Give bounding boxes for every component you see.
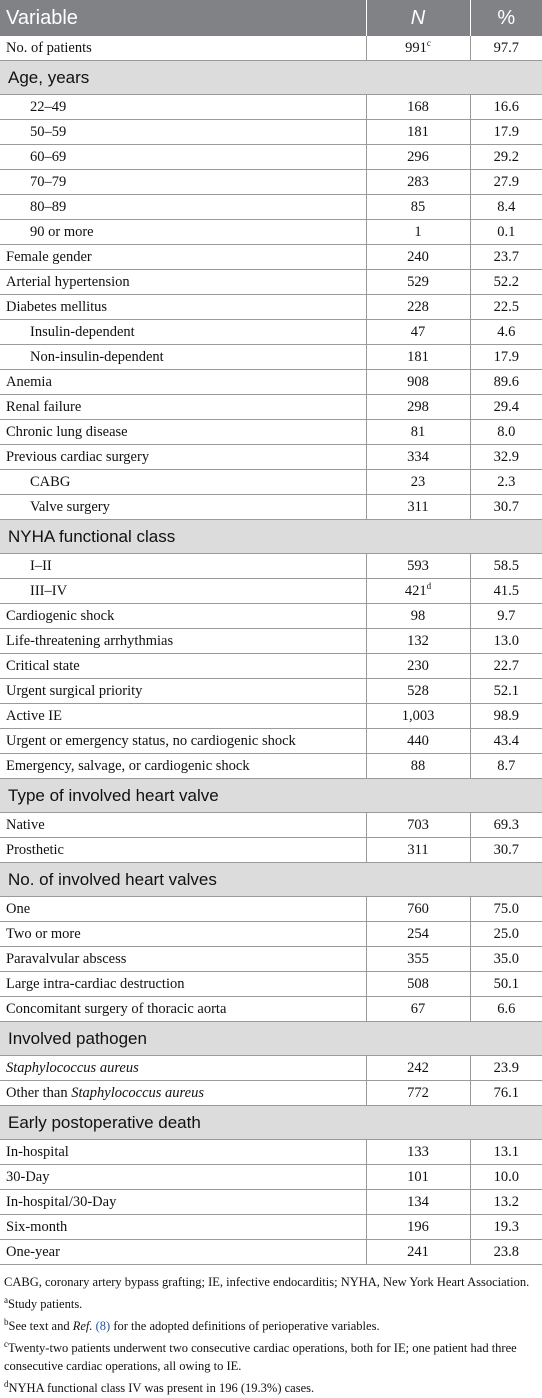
section-header-row bbox=[0, 520, 542, 554]
cell-variable-text: Native bbox=[6, 816, 45, 833]
table-row bbox=[0, 654, 542, 679]
section-title: Type of involved heart valve bbox=[0, 779, 542, 813]
table-row bbox=[0, 1081, 542, 1106]
cell-percent: 2.3 bbox=[470, 470, 542, 495]
table-row bbox=[0, 754, 542, 779]
cell-variable-text: I–II bbox=[30, 557, 52, 574]
cell-percent: 10.0 bbox=[470, 1165, 542, 1190]
cell-n bbox=[366, 95, 470, 120]
cell-variable bbox=[0, 320, 366, 345]
table-row bbox=[0, 897, 542, 922]
cell-n bbox=[366, 470, 470, 495]
cell-variable-text: Urgent or emergency status, no cardiogenic shock bbox=[6, 732, 296, 749]
cell-n-value: 134 bbox=[407, 1193, 429, 1210]
cell-n-value: 181 bbox=[407, 348, 429, 365]
cell-variable bbox=[0, 445, 366, 470]
cell-n bbox=[366, 1140, 470, 1165]
table-row bbox=[0, 420, 542, 445]
cell-percent: 16.6 bbox=[470, 95, 542, 120]
footnote-a-mark: a bbox=[4, 1294, 8, 1305]
cell-variable-text: Chronic lung disease bbox=[6, 423, 128, 440]
table-row bbox=[0, 679, 542, 704]
section-header-row bbox=[0, 863, 542, 897]
cell-n-value: 508 bbox=[407, 975, 429, 992]
cell-n-value: 132 bbox=[407, 632, 429, 649]
cell-percent: 58.5 bbox=[470, 554, 542, 579]
cell-percent: 23.7 bbox=[470, 245, 542, 270]
cell-percent: 4.6 bbox=[470, 320, 542, 345]
cell-variable-text: In-hospital/30-Day bbox=[6, 1193, 117, 1210]
footnote-marker: d bbox=[426, 580, 432, 591]
cell-n bbox=[366, 679, 470, 704]
cell-variable-text: 80–89 bbox=[30, 198, 67, 215]
cell-n bbox=[366, 947, 470, 972]
table-row bbox=[0, 997, 542, 1022]
cell-variable bbox=[0, 922, 366, 947]
table-row bbox=[0, 704, 542, 729]
table-body bbox=[0, 36, 542, 1265]
cell-n-value: 254 bbox=[407, 925, 429, 942]
table-row bbox=[0, 1140, 542, 1165]
cell-n-value: 1 bbox=[414, 223, 422, 240]
cell-percent: 35.0 bbox=[470, 947, 542, 972]
cell-variable-text: CABG bbox=[30, 473, 71, 490]
cell-variable bbox=[0, 470, 366, 495]
cell-n-value: 133 bbox=[407, 1143, 429, 1160]
cell-variable bbox=[0, 1190, 366, 1215]
cell-variable bbox=[0, 420, 366, 445]
cell-percent: 9.7 bbox=[470, 604, 542, 629]
table-row bbox=[0, 195, 542, 220]
cell-variable-text: Two or more bbox=[6, 925, 81, 942]
cell-percent: 8.4 bbox=[470, 195, 542, 220]
table-row bbox=[0, 95, 542, 120]
table-row bbox=[0, 947, 542, 972]
table-row bbox=[0, 320, 542, 345]
cell-n bbox=[366, 445, 470, 470]
cell-variable bbox=[0, 295, 366, 320]
table-row bbox=[0, 395, 542, 420]
cell-percent: 25.0 bbox=[470, 922, 542, 947]
cell-percent: 6.6 bbox=[470, 997, 542, 1022]
table-row bbox=[0, 36, 542, 61]
cell-variable bbox=[0, 245, 366, 270]
table-row bbox=[0, 813, 542, 838]
table-row bbox=[0, 1165, 542, 1190]
cell-variable bbox=[0, 145, 366, 170]
cell-percent: 29.4 bbox=[470, 395, 542, 420]
cell-variable bbox=[0, 1165, 366, 1190]
cell-n-value: 760 bbox=[407, 900, 429, 917]
cell-n bbox=[366, 245, 470, 270]
table-row bbox=[0, 1240, 542, 1265]
cell-n-value: 242 bbox=[407, 1059, 429, 1076]
footnote-c-mark: c bbox=[4, 1338, 8, 1349]
cell-variable bbox=[0, 679, 366, 704]
cell-n-value: 230 bbox=[407, 657, 429, 674]
cell-n-value: 88 bbox=[410, 757, 426, 774]
cell-variable-text: Female gender bbox=[6, 248, 92, 265]
footnote-d bbox=[4, 1379, 538, 1397]
cell-variable-text: One bbox=[6, 900, 31, 917]
table-row bbox=[0, 1215, 542, 1240]
table-row bbox=[0, 370, 542, 395]
cell-n-value: 81 bbox=[410, 423, 426, 440]
footnote-d-mark: d bbox=[4, 1378, 9, 1389]
table-header bbox=[0, 0, 542, 36]
cell-n-value: 311 bbox=[407, 498, 429, 515]
cell-n bbox=[366, 145, 470, 170]
cell-variable bbox=[0, 495, 366, 520]
cell-n-value: 421 bbox=[404, 582, 427, 599]
table-row bbox=[0, 120, 542, 145]
footnote-b-ref-label: Ref. bbox=[72, 1319, 93, 1333]
table-row bbox=[0, 838, 542, 863]
cell-percent: 17.9 bbox=[470, 120, 542, 145]
table-row bbox=[0, 1190, 542, 1215]
cell-percent: 41.5 bbox=[470, 579, 542, 604]
cell-percent: 29.2 bbox=[470, 145, 542, 170]
cell-n bbox=[366, 420, 470, 445]
footnote-b bbox=[4, 1317, 538, 1335]
cell-variable-text: 22–49 bbox=[30, 98, 67, 115]
cell-percent: 23.8 bbox=[470, 1240, 542, 1265]
cell-percent: 0.1 bbox=[470, 220, 542, 245]
cell-percent: 52.2 bbox=[470, 270, 542, 295]
table-row bbox=[0, 972, 542, 997]
cell-variable-italic: Staphylococcus aureus bbox=[71, 1084, 204, 1101]
cell-n bbox=[366, 838, 470, 863]
table-row bbox=[0, 295, 542, 320]
cell-percent: 50.1 bbox=[470, 972, 542, 997]
cell-n bbox=[366, 1240, 470, 1265]
cell-n bbox=[366, 629, 470, 654]
cell-variable-text: Previous cardiac surgery bbox=[6, 448, 150, 465]
cell-variable-text: Renal failure bbox=[6, 398, 82, 415]
cell-n bbox=[366, 170, 470, 195]
cell-n-value: 298 bbox=[407, 398, 429, 415]
cell-variable-text: Cardiogenic shock bbox=[6, 607, 115, 624]
footnote-a-text: Study patients. bbox=[8, 1297, 83, 1311]
footnote-b-ref-link[interactable]: (8) bbox=[95, 1319, 111, 1333]
cell-n bbox=[366, 270, 470, 295]
cell-percent: 89.6 bbox=[470, 370, 542, 395]
cell-variable bbox=[0, 704, 366, 729]
cell-n-value: 1,003 bbox=[401, 707, 435, 724]
cell-variable-text: Active IE bbox=[6, 707, 62, 724]
section-header-row bbox=[0, 779, 542, 813]
header-n: N bbox=[366, 0, 470, 36]
cell-variable-text: Anemia bbox=[6, 373, 52, 390]
table-row bbox=[0, 629, 542, 654]
table-row bbox=[0, 604, 542, 629]
cell-percent: 17.9 bbox=[470, 345, 542, 370]
cell-percent: 30.7 bbox=[470, 495, 542, 520]
cell-variable bbox=[0, 579, 366, 604]
cell-variable bbox=[0, 220, 366, 245]
cell-variable bbox=[0, 838, 366, 863]
section-title: Involved pathogen bbox=[0, 1022, 542, 1056]
cell-n bbox=[366, 345, 470, 370]
cell-percent: 23.9 bbox=[470, 1056, 542, 1081]
cell-variable bbox=[0, 629, 366, 654]
cell-n bbox=[366, 36, 470, 61]
cell-variable bbox=[0, 754, 366, 779]
cell-variable-text: 90 or more bbox=[30, 223, 94, 240]
cell-percent: 69.3 bbox=[470, 813, 542, 838]
cell-variable-text: One-year bbox=[6, 1243, 60, 1260]
cell-percent: 8.0 bbox=[470, 420, 542, 445]
section-title: Early postoperative death bbox=[0, 1106, 542, 1140]
cell-variable bbox=[0, 170, 366, 195]
cell-variable bbox=[0, 947, 366, 972]
table-row bbox=[0, 922, 542, 947]
cell-variable-text: Valve surgery bbox=[30, 498, 110, 515]
cell-percent: 75.0 bbox=[470, 897, 542, 922]
cell-n-value: 528 bbox=[407, 682, 429, 699]
cell-variable-text: 60–69 bbox=[30, 148, 67, 165]
cell-n-value: 440 bbox=[407, 732, 429, 749]
cell-variable-text: In-hospital bbox=[6, 1143, 69, 1160]
table-row bbox=[0, 270, 542, 295]
cell-variable bbox=[0, 604, 366, 629]
cell-variable-text: Arterial hypertension bbox=[6, 273, 130, 290]
cell-variable bbox=[0, 1140, 366, 1165]
cell-variable-text: Other than bbox=[6, 1084, 72, 1101]
cell-n bbox=[366, 370, 470, 395]
table-row bbox=[0, 145, 542, 170]
cell-variable bbox=[0, 345, 366, 370]
table-row bbox=[0, 220, 542, 245]
cell-variable bbox=[0, 1081, 366, 1106]
cell-percent: 76.1 bbox=[470, 1081, 542, 1106]
cell-variable bbox=[0, 972, 366, 997]
cell-n-value: 240 bbox=[407, 248, 429, 265]
cell-variable bbox=[0, 1215, 366, 1240]
cell-n bbox=[366, 997, 470, 1022]
cell-n-value: 593 bbox=[407, 557, 429, 574]
footnote-d-text: NYHA functional class IV was present in 196 (19.3%) cases. bbox=[8, 1381, 315, 1395]
cell-n-value: 228 bbox=[407, 298, 429, 315]
cell-n bbox=[366, 120, 470, 145]
cell-n-value: 991 bbox=[405, 39, 427, 56]
cell-n bbox=[366, 320, 470, 345]
cell-variable bbox=[0, 897, 366, 922]
cell-n-value: 23 bbox=[410, 473, 426, 490]
header-variable: Variable bbox=[0, 0, 366, 36]
cell-percent: 22.5 bbox=[470, 295, 542, 320]
cell-n bbox=[366, 1190, 470, 1215]
cell-n bbox=[366, 1215, 470, 1240]
cell-percent: 8.7 bbox=[470, 754, 542, 779]
cell-variable-text: Insulin-dependent bbox=[30, 323, 135, 340]
table-footnotes bbox=[0, 1265, 542, 1397]
cell-variable-text: Paravalvular abscess bbox=[6, 950, 127, 967]
cell-percent: 43.4 bbox=[470, 729, 542, 754]
table-row bbox=[0, 579, 542, 604]
cell-n-value: 355 bbox=[407, 950, 429, 967]
cell-n-value: 168 bbox=[407, 98, 429, 115]
cell-percent: 32.9 bbox=[470, 445, 542, 470]
section-title: Age, years bbox=[0, 61, 542, 95]
table-row bbox=[0, 245, 542, 270]
cell-variable bbox=[0, 554, 366, 579]
table-row bbox=[0, 345, 542, 370]
cell-n-value: 196 bbox=[407, 1218, 429, 1235]
footnote-b-pre: See text and bbox=[8, 1319, 73, 1333]
section-header-row bbox=[0, 1106, 542, 1140]
cell-n bbox=[366, 1081, 470, 1106]
cell-percent: 22.7 bbox=[470, 654, 542, 679]
cell-n-value: 181 bbox=[407, 123, 429, 140]
cell-variable-text: III–IV bbox=[30, 582, 68, 599]
cell-variable-text: Urgent surgical priority bbox=[6, 682, 143, 699]
cell-n bbox=[366, 922, 470, 947]
footnote-c bbox=[4, 1339, 538, 1375]
cell-variable bbox=[0, 95, 366, 120]
cell-n-value: 908 bbox=[407, 373, 429, 390]
table-row bbox=[0, 170, 542, 195]
cell-n bbox=[366, 1056, 470, 1081]
cell-n bbox=[366, 220, 470, 245]
cell-n bbox=[366, 195, 470, 220]
cell-variable bbox=[0, 1240, 366, 1265]
cell-variable bbox=[0, 36, 366, 61]
table-row bbox=[0, 729, 542, 754]
table-row bbox=[0, 445, 542, 470]
cell-variable-text: 50–59 bbox=[30, 123, 67, 140]
cell-variable bbox=[0, 813, 366, 838]
cell-percent: 30.7 bbox=[470, 838, 542, 863]
footnote-c-text: Twenty-two patients underwent two consecutive cardiac operations, both for IE; one patient had three consecutive cardiac operations, all owing to IE. bbox=[4, 1341, 517, 1373]
table-row bbox=[0, 470, 542, 495]
cell-n-value: 98 bbox=[410, 607, 426, 624]
cell-n-value: 334 bbox=[407, 448, 429, 465]
footnote-b-post: for the adopted definitions of perioperative variables. bbox=[110, 1319, 380, 1333]
cell-variable-text: 70–79 bbox=[30, 173, 67, 190]
cell-n bbox=[366, 972, 470, 997]
section-header-row bbox=[0, 61, 542, 95]
cell-variable bbox=[0, 395, 366, 420]
cell-variable-text: 30-Day bbox=[6, 1168, 50, 1185]
cell-n bbox=[366, 754, 470, 779]
cell-n-value: 296 bbox=[407, 148, 429, 165]
cell-variable bbox=[0, 729, 366, 754]
cell-n bbox=[366, 295, 470, 320]
cell-percent: 97.7 bbox=[470, 36, 542, 61]
cell-percent: 19.3 bbox=[470, 1215, 542, 1240]
cell-variable-text: Diabetes mellitus bbox=[6, 298, 108, 315]
cell-n-value: 101 bbox=[407, 1168, 429, 1185]
footnote-a bbox=[4, 1295, 538, 1313]
table-row bbox=[0, 1056, 542, 1081]
cell-n-value: 85 bbox=[410, 198, 426, 215]
footnote-b-mark: b bbox=[4, 1316, 9, 1327]
cell-variable bbox=[0, 370, 366, 395]
cell-n-value: 529 bbox=[407, 273, 429, 290]
cell-percent: 52.1 bbox=[470, 679, 542, 704]
cell-n-value: 241 bbox=[407, 1243, 429, 1260]
cell-variable-text: Prosthetic bbox=[6, 841, 64, 858]
cell-n bbox=[366, 729, 470, 754]
cell-percent: 27.9 bbox=[470, 170, 542, 195]
cell-variable-text: Emergency, salvage, or cardiogenic shock bbox=[6, 757, 250, 774]
cell-percent: 13.1 bbox=[470, 1140, 542, 1165]
cell-n bbox=[366, 579, 470, 604]
cell-percent: 98.9 bbox=[470, 704, 542, 729]
cell-n bbox=[366, 495, 470, 520]
cell-variable-text: Six-month bbox=[6, 1218, 68, 1235]
section-header-row bbox=[0, 1022, 542, 1056]
table-row bbox=[0, 554, 542, 579]
footnote-abbreviations: CABG, coronary artery bypass grafting; IE, infective endocarditis; NYHA, New York Heart Association. bbox=[4, 1275, 530, 1289]
cell-n-value: 283 bbox=[407, 173, 429, 190]
cell-variable bbox=[0, 270, 366, 295]
cell-variable bbox=[0, 1056, 366, 1081]
cell-n-value: 47 bbox=[410, 323, 426, 340]
cell-variable-text: Concomitant surgery of thoracic aorta bbox=[6, 1000, 227, 1017]
cell-percent: 13.0 bbox=[470, 629, 542, 654]
cell-n bbox=[366, 704, 470, 729]
footnote-marker: c bbox=[426, 37, 431, 48]
cell-n bbox=[366, 1165, 470, 1190]
cell-n bbox=[366, 654, 470, 679]
cell-n bbox=[366, 897, 470, 922]
cell-variable-text: Large intra-cardiac destruction bbox=[6, 975, 185, 992]
cell-n-value: 703 bbox=[407, 816, 429, 833]
header-percent: % bbox=[470, 0, 542, 36]
cell-variable bbox=[0, 120, 366, 145]
cell-n bbox=[366, 554, 470, 579]
cell-variable-text: Non-insulin-dependent bbox=[30, 348, 164, 365]
cell-n-value: 67 bbox=[410, 1000, 426, 1017]
section-title: NYHA functional class bbox=[0, 520, 542, 554]
cell-variable-text: Life-threatening arrhythmias bbox=[6, 632, 174, 649]
cell-variable bbox=[0, 195, 366, 220]
table-row bbox=[0, 495, 542, 520]
cell-variable bbox=[0, 997, 366, 1022]
cell-variable-text: No. of patients bbox=[6, 39, 92, 56]
section-title: No. of involved heart valves bbox=[0, 863, 542, 897]
cell-n bbox=[366, 395, 470, 420]
cell-n-value: 772 bbox=[407, 1084, 429, 1101]
cell-variable-text: Critical state bbox=[6, 657, 80, 674]
cell-variable-text: Staphylococcus aureus bbox=[6, 1059, 139, 1076]
cell-n bbox=[366, 604, 470, 629]
cell-n-value: 311 bbox=[407, 841, 429, 858]
cell-percent: 13.2 bbox=[470, 1190, 542, 1215]
cell-n bbox=[366, 813, 470, 838]
cell-variable bbox=[0, 654, 366, 679]
